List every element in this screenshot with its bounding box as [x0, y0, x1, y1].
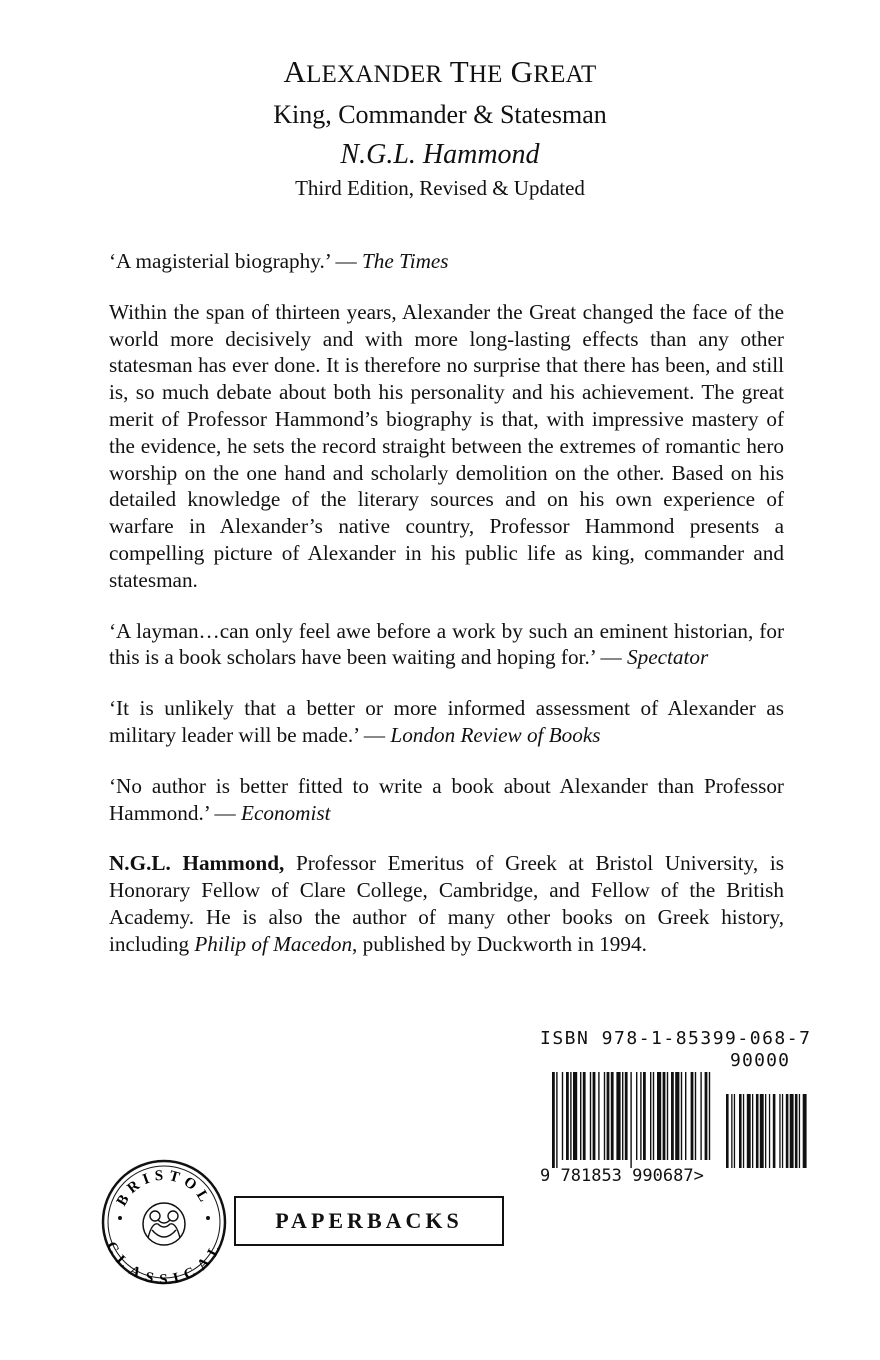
book-subtitle: King, Commander & Statesman [273, 100, 607, 129]
bristol-classical-logo [100, 1158, 228, 1286]
isbn-label: ISBN 978-1-85399-068-7 [540, 1028, 812, 1049]
price-code: 90000 [730, 1050, 791, 1071]
svg-text:CLASSICAL: CLASSICAL [102, 1239, 226, 1286]
cover-header [0, 54, 880, 201]
review-quote: ‘A magisterial biography.’ — The Times [109, 249, 449, 273]
review-quote: ‘It is unlikely that a better or more informed assessment of Alexander as military leader will be made.’ — London Review of Books [109, 696, 784, 747]
isbn-barcode [540, 1028, 810, 1190]
book-title: ALEXANDER THE GREAT [283, 54, 597, 89]
blurb-paragraph: Within the span of thirteen years, Alexander the Great changed the face of the world more decisively and with more long-lasting effects than any other statesman has ever done. It is therefore no surprise that there has been, and still is, so much debate about both his personality and his achievement. The great merit of Professor Hammond’s biography is that, with impressive mastery of the evidence, he sets the record straight between the extremes of romantic hero worship on the one hand and scholarly demolition on the other. Based on his detailed knowledge of the literary sources and on his own experience of warfare in Alexander’s native country, Professor Hammond presents a compelling picture of Alexander in his public life as king, commander and statesman. [109, 299, 784, 592]
barcode-bars [540, 1072, 810, 1168]
svg-text:BRISTOL: BRISTOL [113, 1167, 215, 1209]
back-cover-text [109, 248, 784, 982]
review-quote: ‘No author is better fitted to write a book about Alexander than Professor Hammond.’ — Economist [109, 773, 784, 825]
paperbacks-series-label: PAPERBACKS [234, 1196, 504, 1246]
review-quote: ‘A layman…can only feel awe before a work by such an eminent historian, for this is a book scholars have been waiting and hoping for.’ — Spectator [109, 618, 784, 670]
book-author: N.G.L. Hammond [340, 139, 540, 170]
author-bio: N.G.L. Hammond, Professor Emeritus of Greek at Bristol University, is Honorary Fellow of Clare College, Cambridge, and Fellow of the British Academy. He is also the author of many other books on Greek history, including Philip of Macedon, published by Duckworth in 1994. [109, 851, 784, 956]
barcode-digits: 9 781853 990687> [540, 1166, 704, 1186]
book-edition: Third Edition, Revised & Updated [295, 176, 585, 200]
